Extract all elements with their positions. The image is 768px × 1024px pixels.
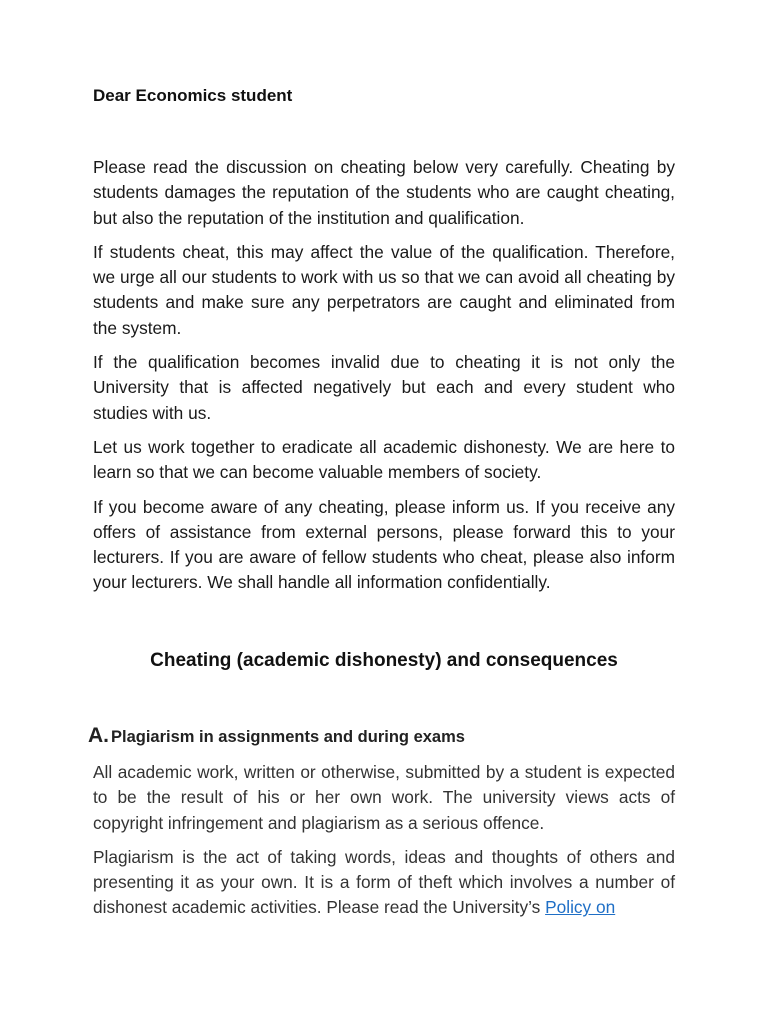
paragraph-4: Let us work together to eradicate all academic dishonesty. We are here to learn so that we can become valuable members of society.	[93, 436, 675, 483]
paragraph-1: Please read the discussion on cheating below very carefully. Cheating by students damages the reputation of the students who are caught cheating, but also the reputation of the institution and qualification.	[93, 157, 675, 228]
subsection-paragraph-2	[93, 845, 675, 921]
section-heading: Cheating (academic dishonesty) and consequences	[150, 650, 618, 671]
salutation: Dear Economics student	[93, 86, 293, 105]
subsection-a-heading	[88, 724, 465, 748]
paragraph-3: If the qualification becomes invalid due to cheating it is not only the University that is affected negatively but each and every student who studies with us.	[93, 352, 675, 423]
subsection-paragraph-2-text: Plagiarism is the act of taking words, ideas and thoughts of others and presenting it as your own. It is a form of theft which involves a number of dishonest academic activities. Please read the University’s	[93, 846, 675, 918]
policy-link[interactable]: Policy on	[545, 897, 616, 918]
subsection-a-body	[93, 760, 675, 930]
subsection-paragraph-1: All academic work, written or otherwise, submitted by a student is expected to be the result of his or her own work. The university views acts of copyright infringement and plagiarism as a serious offence.	[93, 762, 675, 833]
paragraph-5: If you become aware of any cheating, please inform us. If you receive any offers of assistance from external persons, please forward this to your lecturers. If you are aware of fellow students who cheat, please also inform your lecturers. We shall handle all information confidentially.	[93, 496, 675, 593]
letter-body	[93, 155, 675, 605]
subsection-letter: A.	[88, 724, 109, 747]
subsection-title: Plagiarism in assignments and during exams	[111, 728, 465, 746]
paragraph-2: If students cheat, this may affect the value of the qualification. Therefore, we urge all our students to work with us so that we can avoid all cheating by students and make sure any perpetrators are caught and eliminated from the system.	[93, 241, 675, 338]
